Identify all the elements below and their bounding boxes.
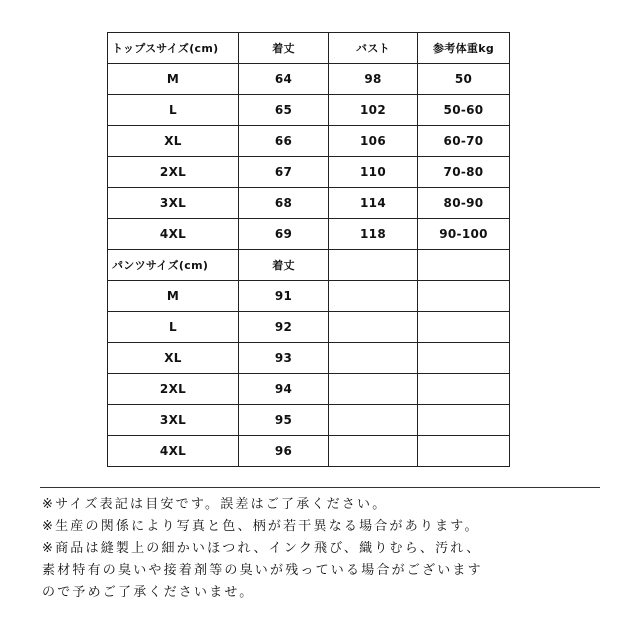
- tops-bust-cell: 114: [329, 188, 418, 219]
- tops-weight-cell: 50: [418, 64, 510, 95]
- note-line: ※商品は縫製上の細かいほつれ、インク飛び、織りむら、汚れ、: [42, 541, 482, 556]
- notes-block: [42, 494, 602, 604]
- pants-size-cell: L: [108, 312, 239, 343]
- pants-size-cell: 3XL: [108, 405, 239, 436]
- note-line: ので予めご了承くださいませ。: [42, 585, 255, 600]
- tops-length-cell: 69: [239, 219, 329, 250]
- empty-cell: [329, 281, 418, 312]
- empty-cell: [418, 281, 510, 312]
- pants-size-header: パンツサイズ(cm): [108, 250, 239, 281]
- tops-weight-cell: 50-60: [418, 95, 510, 126]
- empty-cell: [418, 405, 510, 436]
- table-row: [108, 405, 510, 436]
- table-row: [108, 157, 510, 188]
- table-row: [108, 126, 510, 157]
- pants-length-cell: 96: [239, 436, 329, 467]
- empty-cell: [418, 343, 510, 374]
- tops-size-cell: L: [108, 95, 239, 126]
- tops-length-cell: 68: [239, 188, 329, 219]
- note-line: ※サイズ表記は目安です。誤差はご了承ください。: [42, 497, 388, 512]
- empty-cell: [418, 250, 510, 281]
- empty-cell: [329, 312, 418, 343]
- tops-length-cell: 64: [239, 64, 329, 95]
- tops-weight-cell: 70-80: [418, 157, 510, 188]
- empty-cell: [329, 343, 418, 374]
- empty-cell: [418, 374, 510, 405]
- tops-size-cell: M: [108, 64, 239, 95]
- table-row: [108, 374, 510, 405]
- tops-size-header: トップスサイズ(cm): [108, 33, 239, 64]
- table-row: [108, 219, 510, 250]
- table-row: [108, 343, 510, 374]
- note-line: ※生産の関係により写真と色、柄が若干異なる場合があります。: [42, 519, 480, 534]
- tops-weight-header: 参考体重kg: [418, 33, 510, 64]
- pants-length-cell: 93: [239, 343, 329, 374]
- pants-size-cell: 4XL: [108, 436, 239, 467]
- note-line: 素材特有の臭いや接着剤等の臭いが残っている場合がございます: [42, 563, 483, 578]
- tops-size-cell: 3XL: [108, 188, 239, 219]
- tops-weight-cell: 80-90: [418, 188, 510, 219]
- pants-length-cell: 94: [239, 374, 329, 405]
- empty-cell: [329, 405, 418, 436]
- tops-bust-cell: 106: [329, 126, 418, 157]
- tops-weight-cell: 90-100: [418, 219, 510, 250]
- empty-cell: [329, 374, 418, 405]
- tops-header-row: [108, 33, 510, 64]
- empty-cell: [329, 436, 418, 467]
- empty-cell: [418, 312, 510, 343]
- tops-bust-cell: 98: [329, 64, 418, 95]
- empty-cell: [329, 250, 418, 281]
- table-row: [108, 281, 510, 312]
- pants-length-cell: 92: [239, 312, 329, 343]
- pants-size-cell: M: [108, 281, 239, 312]
- pants-size-cell: 2XL: [108, 374, 239, 405]
- tops-size-cell: 2XL: [108, 157, 239, 188]
- pants-length-cell: 95: [239, 405, 329, 436]
- tops-weight-cell: 60-70: [418, 126, 510, 157]
- table-row: [108, 95, 510, 126]
- tops-length-cell: 66: [239, 126, 329, 157]
- pants-header-row: [108, 250, 510, 281]
- tops-length-header: 着丈: [239, 33, 329, 64]
- table-row: [108, 64, 510, 95]
- tops-bust-cell: 102: [329, 95, 418, 126]
- tops-bust-cell: 118: [329, 219, 418, 250]
- pants-length-cell: 91: [239, 281, 329, 312]
- tops-size-cell: 4XL: [108, 219, 239, 250]
- size-table: [107, 32, 510, 467]
- notes-divider: [40, 487, 600, 488]
- table-row: [108, 188, 510, 219]
- table-row: [108, 312, 510, 343]
- tops-length-cell: 67: [239, 157, 329, 188]
- empty-cell: [418, 436, 510, 467]
- tops-size-cell: XL: [108, 126, 239, 157]
- pants-size-cell: XL: [108, 343, 239, 374]
- tops-bust-header: バスト: [329, 33, 418, 64]
- tops-length-cell: 65: [239, 95, 329, 126]
- table-row: [108, 436, 510, 467]
- pants-length-header: 着丈: [239, 250, 329, 281]
- tops-bust-cell: 110: [329, 157, 418, 188]
